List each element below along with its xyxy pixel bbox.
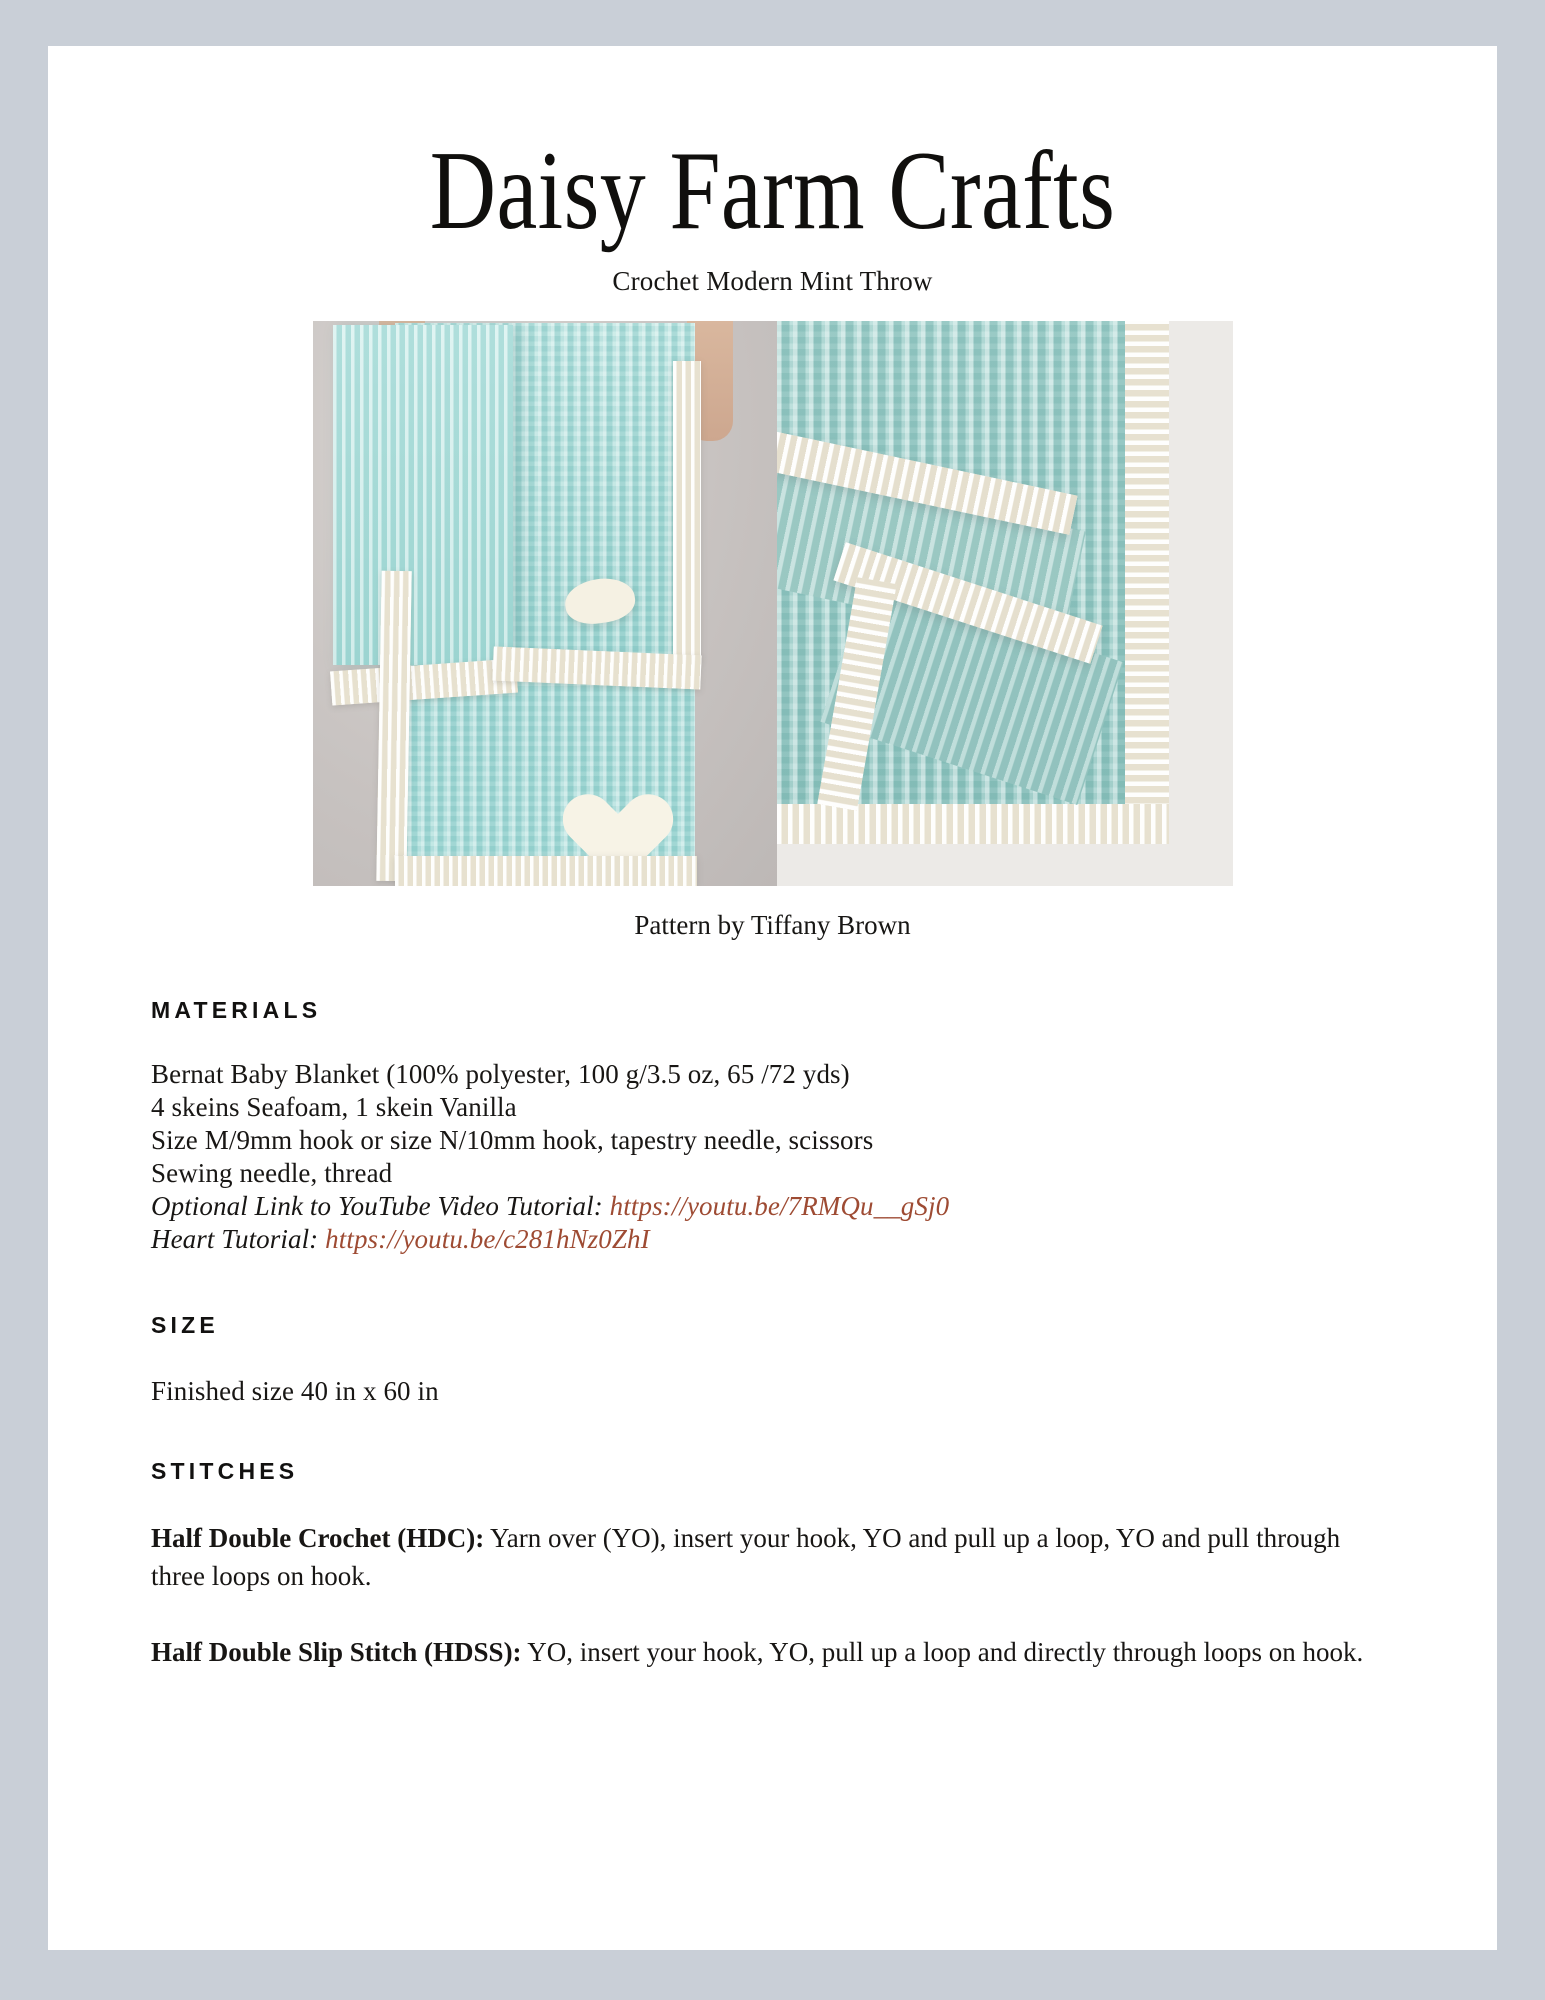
stitch-description: YO, insert your hook, YO, pull up a loop and directly through loops on hook. <box>521 1637 1364 1668</box>
pattern-byline: Pattern by Tiffany Brown <box>634 910 911 941</box>
blanket-border-bottom <box>395 856 697 886</box>
stitch-description: Yarn over (YO), insert your hook, YO and pull up a loop, YO and pull through three loops on hook. <box>151 1522 1341 1592</box>
project-photo-pair <box>313 321 1233 886</box>
pattern-subtitle: Crochet Modern Mint Throw <box>612 266 933 297</box>
materials-line: 4 skeins Seafoam, 1 skein Vanilla <box>151 1092 517 1123</box>
materials-line: Size M/9mm hook or size N/10mm hook, tapestry needle, scissors <box>151 1125 874 1156</box>
stitch-term: Half Double Crochet (HDC): <box>151 1522 485 1553</box>
page-title: Daisy Farm Crafts <box>429 129 1116 253</box>
materials-list <box>151 1024 1394 1256</box>
stitch-definition-hdss <box>151 1595 1394 1671</box>
stitches-heading: STITCHES <box>151 1457 299 1484</box>
video-tutorial-link[interactable]: https://youtu.be/7RMQu__gSj0 <box>609 1190 950 1221</box>
page-content <box>48 46 1497 1672</box>
size-heading: SIZE <box>151 1311 219 1338</box>
heart-applique <box>545 761 641 847</box>
finished-size-text: Finished size 40 in x 60 in <box>151 1375 439 1406</box>
materials-line: Bernat Baby Blanket (100% polyester, 100 g/3.5 oz, 65 /72 yds) <box>151 1059 850 1090</box>
video-tutorial-line <box>151 1190 1394 1223</box>
blanket-border-left <box>376 571 411 881</box>
blanket-fold <box>333 325 513 665</box>
photo-blanket-folded <box>777 321 1233 886</box>
size-body <box>151 1339 1394 1408</box>
heart-tutorial-label: Heart Tutorial: <box>151 1223 319 1254</box>
blanket-border-vertical <box>1125 321 1169 841</box>
materials-line: Sewing needle, thread <box>151 1158 393 1189</box>
blanket-border-right <box>673 361 701 661</box>
video-tutorial-label: Optional Link to YouTube Video Tutorial: <box>151 1190 603 1221</box>
document-page <box>48 46 1497 1950</box>
blanket-border-horizontal <box>777 804 1169 844</box>
photo-blanket-held <box>313 321 777 886</box>
heart-tutorial-line <box>151 1223 1394 1256</box>
heart-tutorial-link[interactable]: https://youtu.be/c281hNz0ZhI <box>325 1223 650 1254</box>
stitch-term: Half Double Slip Stitch (HDSS): <box>151 1637 522 1668</box>
stitch-definition-hdc <box>151 1485 1394 1596</box>
materials-heading: MATERIALS <box>151 997 322 1024</box>
